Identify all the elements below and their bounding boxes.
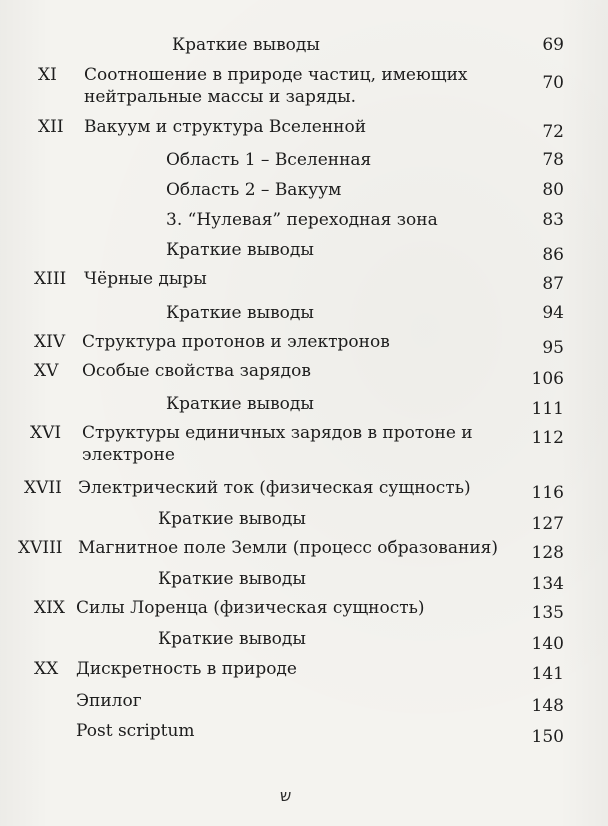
toc-entry-page: 111 <box>531 399 564 419</box>
toc-entry-page: 69 <box>542 35 564 55</box>
toc-entry-page: 95 <box>542 338 564 358</box>
toc-entry-page: 150 <box>531 727 564 747</box>
toc-entry-number: XVI <box>30 423 62 443</box>
toc-entry-title: Краткие выводы <box>158 629 306 649</box>
toc-entry-page: 128 <box>531 543 564 563</box>
toc-entry-title: Краткие выводы <box>166 303 314 323</box>
toc-entry-number: XII <box>38 117 64 137</box>
toc-entry-page: 94 <box>542 303 564 323</box>
toc-entry-number: XIX <box>34 598 65 618</box>
toc-entry-page: 148 <box>531 696 564 716</box>
toc-entry-title: Краткие выводы <box>158 569 306 589</box>
toc-entry-title-line2: нейтральные массы и заряды. <box>84 87 357 107</box>
toc-entry-title: Краткие выводы <box>172 35 320 55</box>
toc-entry-title: Электрический ток (физическая сущность) <box>78 478 471 498</box>
toc-entry-page: 140 <box>531 634 564 654</box>
toc-entry-page: 72 <box>542 122 564 142</box>
toc-entry-page: 78 <box>542 150 564 170</box>
toc-entry-title: Краткие выводы <box>158 509 306 529</box>
toc-entry-title: Структуры единичных зарядов в протоне и <box>82 423 473 443</box>
toc-entry-number: XV <box>34 361 59 381</box>
toc-entry-title: Краткие выводы <box>166 240 314 260</box>
toc-entry-page: 116 <box>531 483 564 503</box>
toc-entry-number: XX <box>34 659 59 679</box>
toc-entry-title: Область 1 – Вселенная <box>166 150 372 170</box>
toc-entry-page: 127 <box>531 514 564 534</box>
toc-entry-page: 135 <box>531 603 564 623</box>
toc-entry-title: Чёрные дыры <box>84 269 207 289</box>
toc-entry-title: Соотношение в природе частиц, имеющих <box>84 65 468 85</box>
toc-entry-number: XI <box>38 65 57 85</box>
toc-entry-title: Эпилог <box>76 691 142 711</box>
toc-entry-page: 86 <box>542 245 564 265</box>
toc-entry-page: 80 <box>542 180 564 200</box>
toc-entry-page: 141 <box>531 664 564 684</box>
toc-entry-title: Силы Лоренца (физическая сущность) <box>76 598 425 618</box>
footer-mark: ש <box>280 786 292 805</box>
toc-entry-number: XVIII <box>18 538 63 558</box>
toc-entry-title: Вакуум и структура Вселенной <box>84 117 367 137</box>
toc-entry-title: Область 2 – Вакуум <box>166 180 342 200</box>
toc-entry-number: XVII <box>24 478 62 498</box>
toc-entry-title: 3. “Нулевая” переходная зона <box>166 210 438 230</box>
toc-entry-title-line2: электроне <box>82 445 175 465</box>
toc-entry-page: 87 <box>542 274 564 294</box>
toc-entry-number: XIII <box>34 269 67 289</box>
toc-entry-page: 70 <box>542 73 564 93</box>
toc-entry-title: Post scriptum <box>76 721 195 741</box>
toc-entry-title: Структура протонов и электронов <box>82 332 390 352</box>
toc-entry-title: Дискретность в природе <box>76 659 297 679</box>
toc-entry-number: XIV <box>34 332 66 352</box>
toc-entry-page: 134 <box>531 574 564 594</box>
toc-entry-title: Особые свойства зарядов <box>82 361 311 381</box>
toc-entry-page: 112 <box>531 428 564 448</box>
toc-entry-title: Магнитное поле Земли (процесс образования) <box>78 538 499 558</box>
toc-entry-page: 83 <box>542 210 564 230</box>
toc-entry-title: Краткие выводы <box>166 394 314 414</box>
toc-entry-page: 106 <box>531 369 564 389</box>
